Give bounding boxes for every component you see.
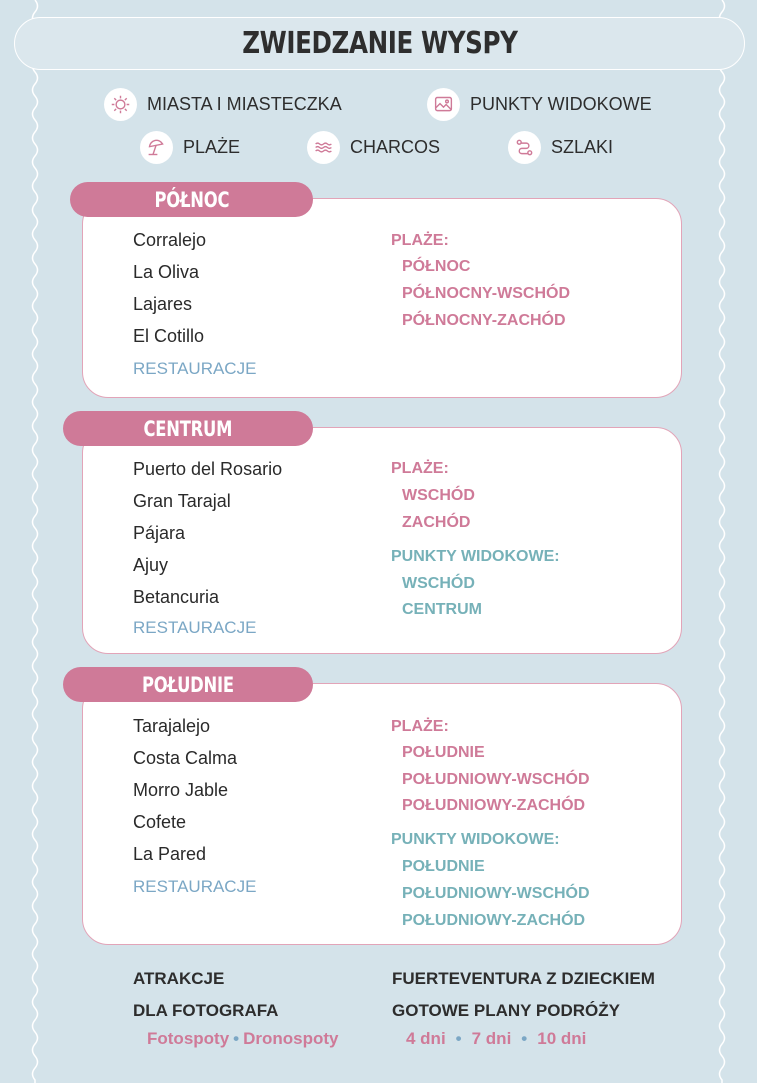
separator-dot: • <box>233 1029 240 1048</box>
town-link[interactable]: Cofete <box>133 812 187 832</box>
town-link[interactable]: Ajuy <box>133 555 169 575</box>
category-viewpoints[interactable] <box>427 88 652 121</box>
right-wavy-border <box>715 0 729 1083</box>
town-link[interactable]: Tarajalejo <box>133 716 211 736</box>
beach-link[interactable]: PÓŁNOC <box>402 258 471 275</box>
restaurants-link[interactable]: RESTAURACJE <box>133 359 257 378</box>
waves-icon <box>307 131 340 164</box>
viewpoint-link[interactable]: POŁUDNIOWY-WSCHÓD <box>402 885 590 902</box>
region-tab-center[interactable]: CENTRUM <box>63 411 313 446</box>
plan-7-days-link[interactable]: 7 dni <box>471 1029 512 1048</box>
sun-icon <box>104 88 137 121</box>
photo-links <box>147 1029 339 1049</box>
viewpoint-link[interactable]: WSCHÓD <box>402 575 475 592</box>
beaches-header: PLAŻE: <box>391 718 449 735</box>
category-towns[interactable] <box>104 88 342 121</box>
town-link[interactable]: Lajares <box>133 294 193 314</box>
title-bar <box>14 17 745 70</box>
viewpoint-link[interactable]: POŁUDNIOWY-ZACHÓD <box>402 912 586 929</box>
kids-link[interactable]: FUERTEVENTURA Z DZIECKIEM <box>392 969 655 988</box>
town-link[interactable]: Puerto del Rosario <box>133 459 283 479</box>
town-link[interactable]: Betancuria <box>133 587 220 607</box>
region-tab-south[interactable]: POŁUDNIE <box>63 667 313 702</box>
restaurants-link[interactable]: RESTAURACJE <box>133 877 257 896</box>
travel-plans-link[interactable]: GOTOWE PLANY PODRÓŻY <box>392 1001 620 1020</box>
town-link[interactable]: La Pared <box>133 844 207 864</box>
viewpoints-header: PUNKTY WIDOKOWE: <box>391 831 560 848</box>
left-wavy-border <box>28 0 42 1083</box>
beach-link[interactable]: POŁUDNIOWY-WSCHÓD <box>402 771 590 788</box>
trail-icon <box>508 131 541 164</box>
picture-icon <box>427 88 460 121</box>
beaches-header: PLAŻE: <box>391 232 449 249</box>
restaurants-link[interactable]: RESTAURACJE <box>133 618 257 637</box>
town-link[interactable]: El Cotillo <box>133 326 205 346</box>
category-charcos[interactable] <box>307 131 440 164</box>
town-link[interactable]: Costa Calma <box>133 748 238 768</box>
beach-link[interactable]: PÓŁNOCNY-ZACHÓD <box>402 312 566 329</box>
separator-dot: • <box>521 1029 528 1048</box>
category-label: CHARCOS <box>350 137 441 157</box>
category-trails[interactable] <box>508 131 613 164</box>
beach-link[interactable]: POŁUDNIE <box>402 744 485 761</box>
category-label: PUNKTY WIDOKOWE <box>470 94 652 114</box>
town-link[interactable]: Corralejo <box>133 230 207 250</box>
beach-link[interactable]: ZACHÓD <box>402 514 471 531</box>
attractions-link[interactable]: ATRAKCJE <box>133 969 225 988</box>
category-label: SZLAKI <box>551 137 614 157</box>
plan-4-days-link[interactable]: 4 dni <box>406 1029 446 1048</box>
plan-10-days-link[interactable]: 10 dni <box>537 1029 587 1048</box>
dronospoty-link[interactable]: Dronospoty <box>243 1029 339 1048</box>
viewpoint-link[interactable]: POŁUDNIE <box>402 858 485 875</box>
beach-umbrella-icon <box>140 131 173 164</box>
category-beaches[interactable] <box>140 131 240 164</box>
town-link[interactable]: Morro Jable <box>133 780 229 800</box>
town-link[interactable]: Gran Tarajal <box>133 491 231 511</box>
beach-link[interactable]: WSCHÓD <box>402 487 475 504</box>
fotospoty-link[interactable]: Fotospoty <box>147 1029 230 1048</box>
page-title: ZWIEDZANIE WYSPY <box>241 26 518 61</box>
category-label: MIASTA I MIASTECZKA <box>147 94 342 114</box>
beach-link[interactable]: PÓŁNOCNY-WSCHÓD <box>402 285 570 302</box>
region-tab-north[interactable]: PÓŁNOC <box>70 182 313 217</box>
town-link[interactable]: Pájara <box>133 523 186 543</box>
plan-links <box>406 1029 586 1049</box>
beach-link[interactable]: POŁUDNIOWY-ZACHÓD <box>402 797 586 814</box>
viewpoints-header: PUNKTY WIDOKOWE: <box>391 548 560 565</box>
category-label: PLAŻE <box>183 137 241 157</box>
photographer-link[interactable]: DLA FOTOGRAFA <box>133 1001 279 1020</box>
town-link[interactable]: La Oliva <box>133 262 200 282</box>
separator-dot: • <box>455 1029 462 1048</box>
beaches-header: PLAŻE: <box>391 460 449 477</box>
viewpoint-link[interactable]: CENTRUM <box>402 601 482 618</box>
